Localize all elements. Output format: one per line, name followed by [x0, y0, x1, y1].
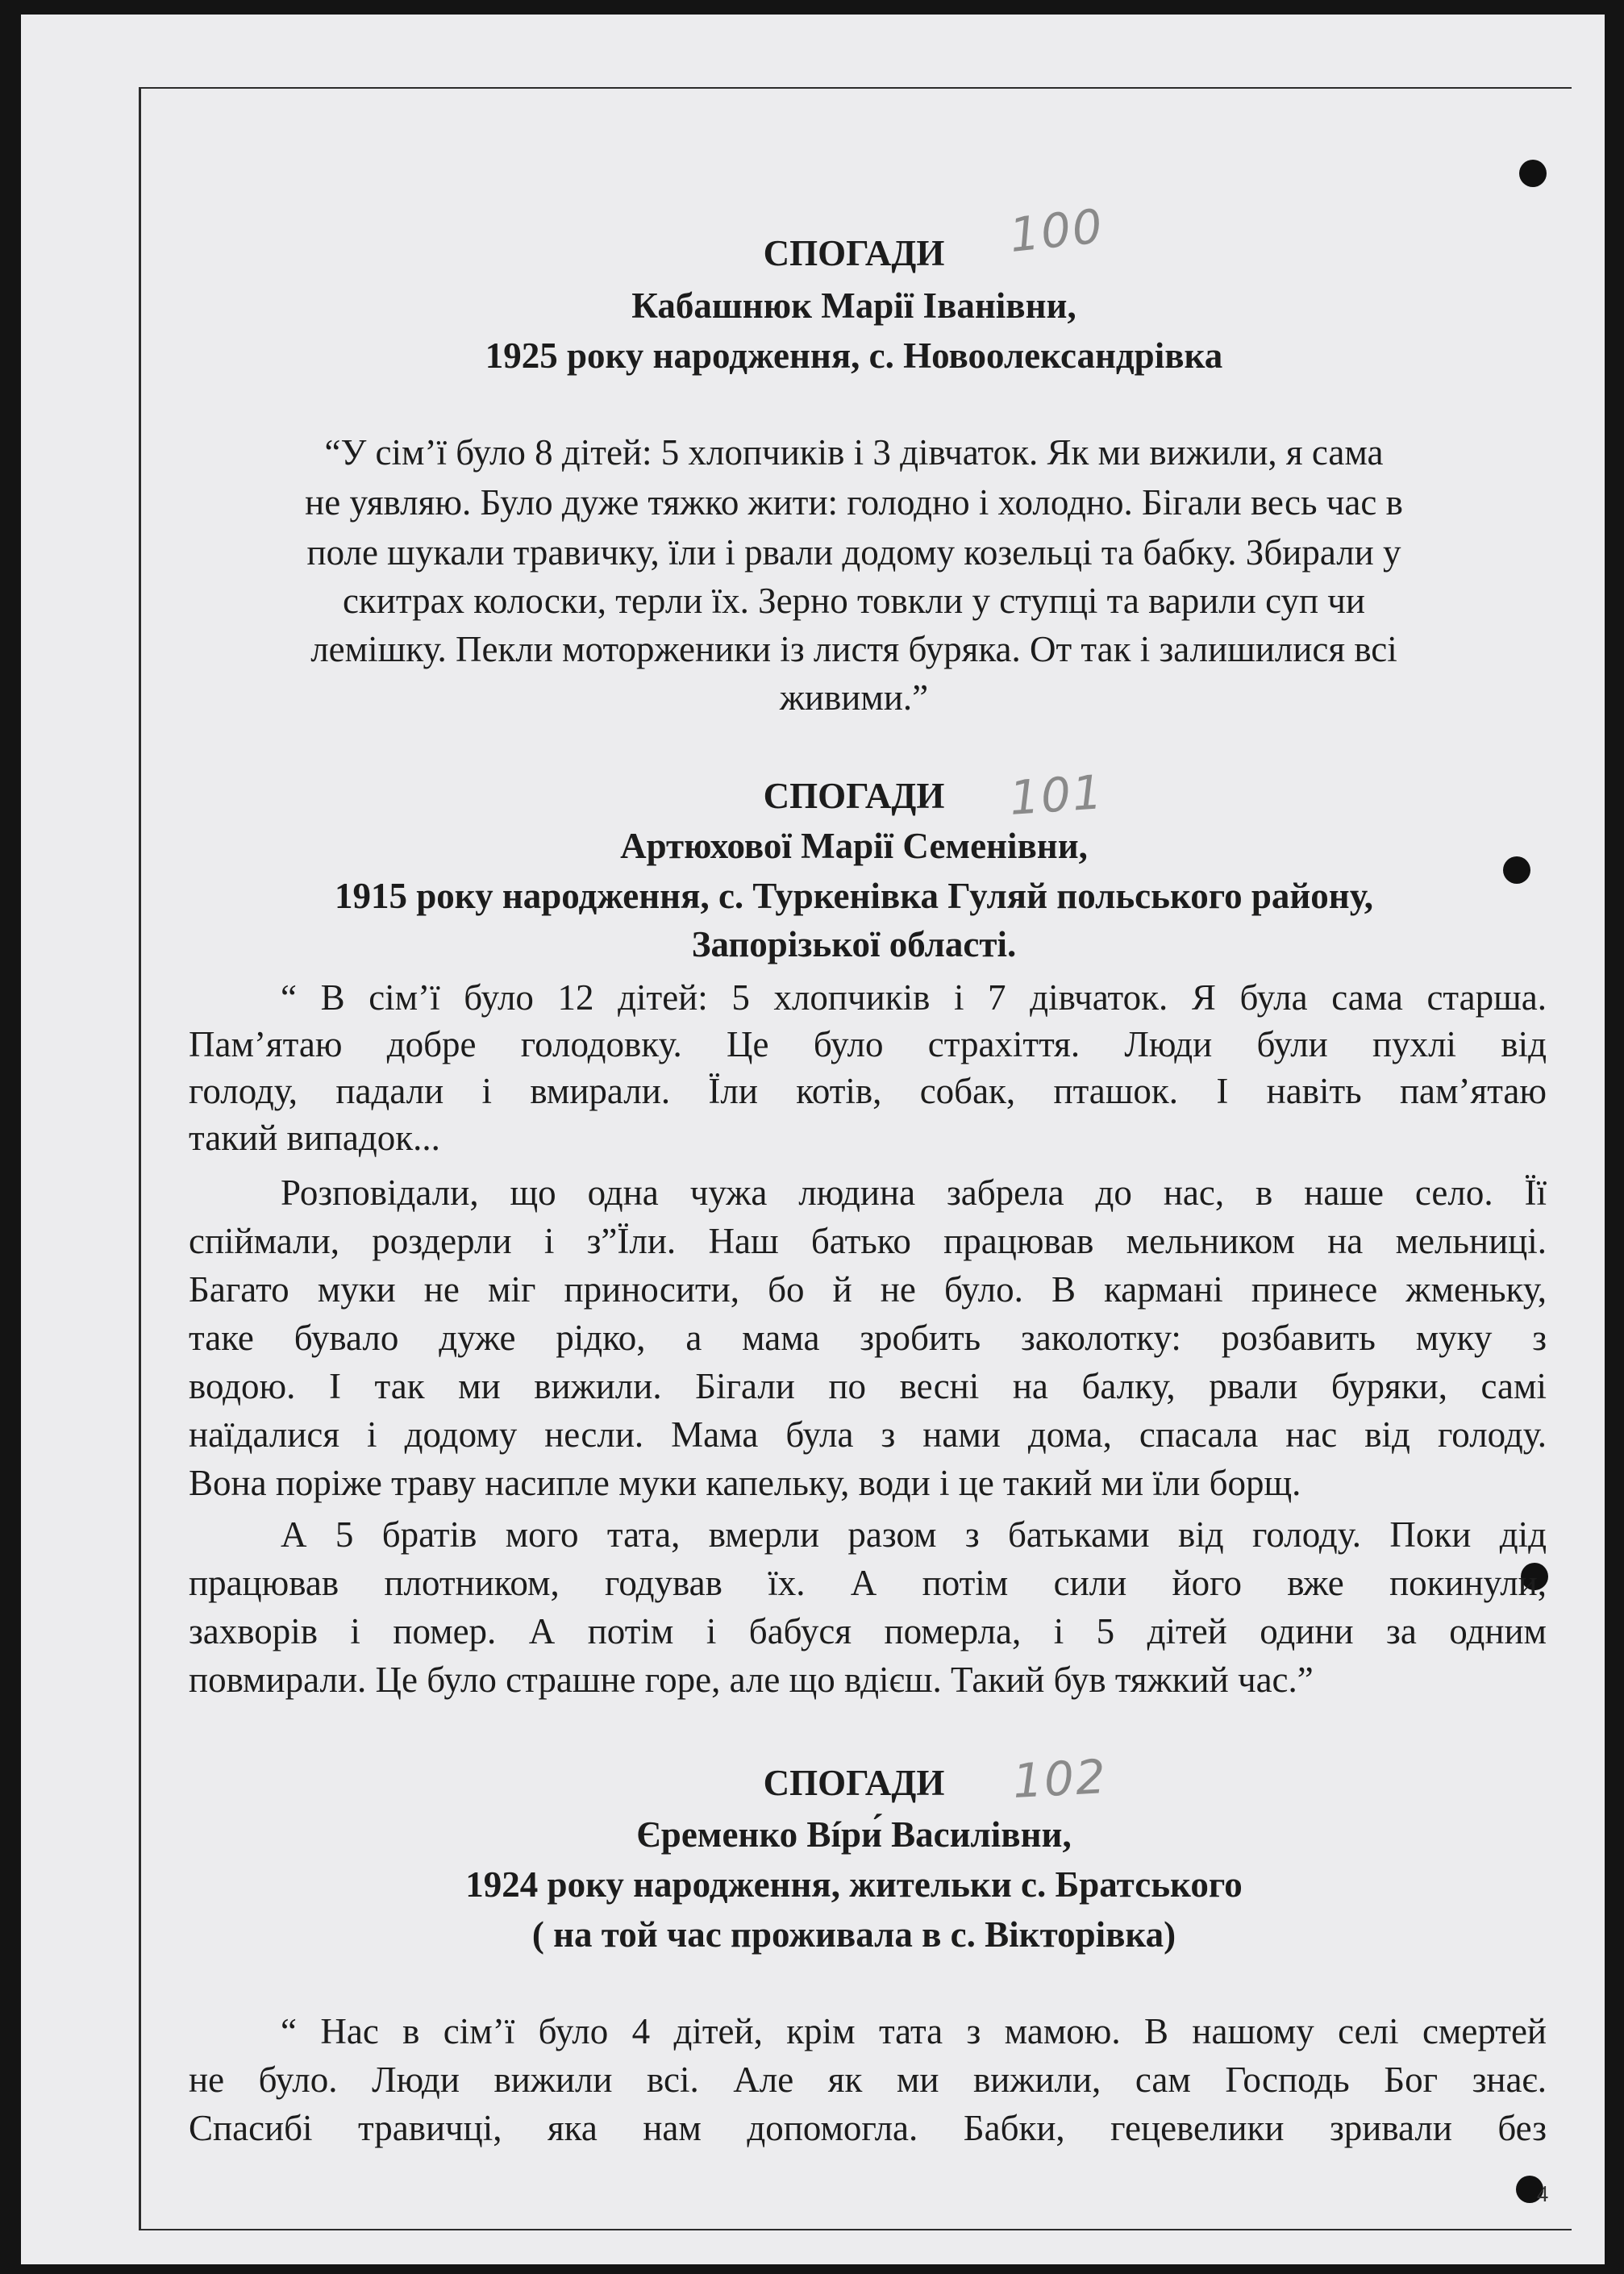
memoir-1-line: лемішку. Пекли моторженики із листя буряка. От так і залишилися всі [310, 629, 1397, 669]
memoir-2-line: Розповідали, що одна чужа людина забрела до нас, в наше село. Її [281, 1172, 1547, 1213]
memoir-1-heading: СПОГАДИ [763, 233, 945, 273]
memoir-1-handwritten-number: 100 [1006, 198, 1106, 263]
memoir-2-region: Запорізької області. [691, 924, 1017, 964]
memoir-2-heading: СПОГАДИ [763, 776, 945, 816]
memoir-1-line: “У сім’ї було 8 дітей: 5 хлопчиків і 3 дівчаток. Як ми вижили, я сама [324, 432, 1384, 473]
memoir-2-line: таке бувало дуже рідко, а мама зробить заколотку: розбавить муку з [189, 1318, 1547, 1358]
memoir-2-line: наїдалися і додому несли. Мама була з нами дома, спасала нас від голоду. [189, 1414, 1547, 1455]
memoir-3-name: Єременко Вíри́ Василівни, [636, 1814, 1072, 1855]
memoir-1-line: поле шукали травичку, їли і рвали додому козельці та бабку. Збирали у [306, 532, 1401, 573]
punch-hole [1519, 160, 1547, 187]
memoir-2-line: Пам’ятаю добре голодовку. Це було страхіття. Люди були пухлі від [189, 1024, 1547, 1064]
memoir-2-line: такий випадок... [189, 1118, 440, 1158]
memoir-3-birth-info: 1924 року народження, жительки с. Братського [465, 1864, 1243, 1905]
memoir-2-name: Артюхової Марії Семенівни, [620, 826, 1088, 866]
memoir-1-birth-info: 1925 року народження, с. Новоолександрівка [485, 335, 1223, 376]
memoir-2-line: водою. І так ми вижили. Бігали по весні на балку, рвали буряки, самі [189, 1366, 1547, 1406]
memoir-1-line: не уявляю. Було дуже тяжко жити: голодно і холодно. Бігали весь час в [305, 482, 1403, 523]
memoir-2-line: А 5 братів мого тата, вмерли разом з батьками від голоду. Поки дід [281, 1514, 1547, 1555]
memoir-2-line: захворів і помер. А потім і бабуся померла, і 5 дітей одини за одним [189, 1611, 1547, 1651]
memoir-2-line: голоду, падали і вмирали. Їли котів, собак, пташок. І навіть пам’ятаю [189, 1071, 1547, 1111]
memoir-2-line: повмирали. Це було страшне горе, але що вдієш. Такий був тяжкий час.” [189, 1660, 1314, 1700]
memoir-2-line: Багато муки не міг приносити, бо й не було. В кармані принесе жменьку, [189, 1269, 1547, 1310]
memoir-2-line: Вона поріже траву насипле муки капельку, води і це такий ми їли борщ. [189, 1463, 1301, 1503]
memoir-3-line: Спасибі травичці, яка нам допомогла. Бабки, гецевелики зривали без [189, 2108, 1547, 2148]
memoir-3-residence-note: ( на той час проживала в с. Вікторівка) [531, 1914, 1176, 1955]
memoir-1-name: Кабашнюк Марії Іванівни, [631, 285, 1076, 326]
memoir-2-birth-info: 1915 року народження, с. Туркенівка Гуляй польського району, [335, 876, 1373, 916]
memoir-3-heading: СПОГАДИ [763, 1763, 945, 1803]
memoir-2-line: “ В сім’ї було 12 дітей: 5 хлопчиків і 7 дівчаток. Я була сама старша. [281, 977, 1547, 1018]
memoir-2-handwritten-number: 101 [1007, 764, 1106, 826]
memoir-2-line: спіймали, роздерли і з”Їли. Наш батько працював мельником на мельниці. [189, 1221, 1547, 1261]
memoir-1-line: живими.” [779, 677, 929, 718]
memoir-3-line: не було. Люди вижили всі. Але як ми вижили, сам Господь Бог знає. [189, 2060, 1547, 2100]
memoir-2-line: працював плотником, годував їх. А потім сили його вже покинули, [189, 1563, 1547, 1603]
memoir-3-line: “ Нас в сім’ї було 4 дітей, крім тата з мамою. В нашому селі смертей [281, 2011, 1547, 2051]
memoir-1-line: скитрах колоски, терли їх. Зерно товкли у ступці та варили суп чи [342, 581, 1366, 621]
memoir-3-handwritten-number: 102 [1011, 1748, 1109, 1810]
page-number-mark: 4 [1537, 2182, 1548, 2207]
